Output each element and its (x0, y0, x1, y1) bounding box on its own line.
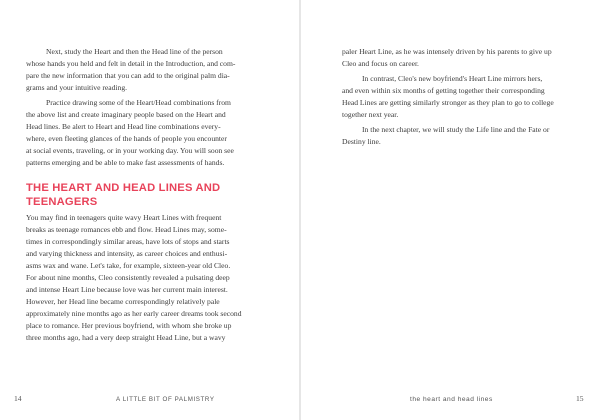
heading-line: TEENAGERS (26, 196, 98, 208)
paragraph (342, 46, 582, 70)
text-line: asms wax and wane. Let's take, for example, sixteen-year old Cleo. (26, 261, 231, 270)
text-line: place to romance. Her previous boyfriend, with whom she broke up (26, 321, 232, 330)
text-line: three months ago, had a very deep straight Head Line, but a wavy (26, 333, 226, 342)
text-line: Next, study the Heart and then the Head line of the person (46, 47, 223, 56)
heading-line: THE HEART AND HEAD LINES AND (26, 182, 221, 194)
paragraph (26, 212, 276, 344)
text-line: patterns emerging and be able to make fast assessments of hands. (26, 158, 225, 167)
page-number-right: 15 (576, 394, 584, 403)
text-line: Practice drawing some of the Heart/Head combinations from (46, 98, 231, 107)
text-line: and varying thickness and intensity, as career choices and enthusi- (26, 249, 228, 258)
text-line: Cleo and focus on career. (342, 59, 419, 68)
text-line: breaks as teenage romances ebb and flow. Head Lines may, some- (26, 225, 227, 234)
text-line: However, her Head line became correspondingly relatively pale (26, 297, 220, 306)
paragraph (26, 97, 276, 169)
paragraph (342, 124, 582, 148)
text-line: together next year. (342, 110, 399, 119)
right-text-column (342, 46, 582, 148)
text-line: Head lines. Be alert to Heart and Head line combinations every- (26, 122, 221, 131)
text-line: times in correspondingly similar areas, have lots of stops and starts (26, 237, 230, 246)
text-line: the above list and create imaginary people based on the Heart and (26, 110, 226, 119)
text-line: For about nine months, Cleo consistently revealed a pulsating deep (26, 273, 230, 282)
text-line: paler Heart Line, as he was intensely driven by his parents to give up (342, 47, 552, 56)
text-line: where, even fleeting glances of the hands of people you encounter (26, 134, 227, 143)
text-line: and intense Heart Line because love was her current main interest. (26, 285, 228, 294)
text-line: at social events, traveling, or in your working day. You will soon see (26, 146, 234, 155)
page-number-left: 14 (14, 394, 22, 403)
text-line: Destiny line. (342, 137, 381, 146)
text-line: pare the new information that you can add to the original palm dia- (26, 71, 230, 80)
text-line: In the next chapter, we will study the Life line and the Fate or (362, 125, 550, 134)
running-head-right: the heart and head lines (410, 396, 493, 403)
text-line: grams and your intuitive reading. (26, 83, 128, 92)
text-line: and even within six months of getting together their corresponding (342, 86, 545, 95)
running-head-left: A LITTLE BIT OF PALMISTRY (116, 396, 215, 403)
section-heading (26, 181, 276, 209)
text-line: whose hands you held and felt in detail in the Introduction, and com- (26, 59, 236, 68)
left-text-column (26, 46, 276, 344)
text-line: approximately nine months ago as her early career dreams took second (26, 309, 242, 318)
text-line: Head Lines are getting similarly stronger as they plan to go to college (342, 98, 554, 107)
text-line: You may find in teenagers quite wavy Heart Lines with frequent (26, 213, 222, 222)
paragraph (342, 73, 582, 121)
text-line: In contrast, Cleo's new boyfriend's Heart Line mirrors hers, (362, 74, 543, 83)
paragraph (26, 46, 276, 94)
